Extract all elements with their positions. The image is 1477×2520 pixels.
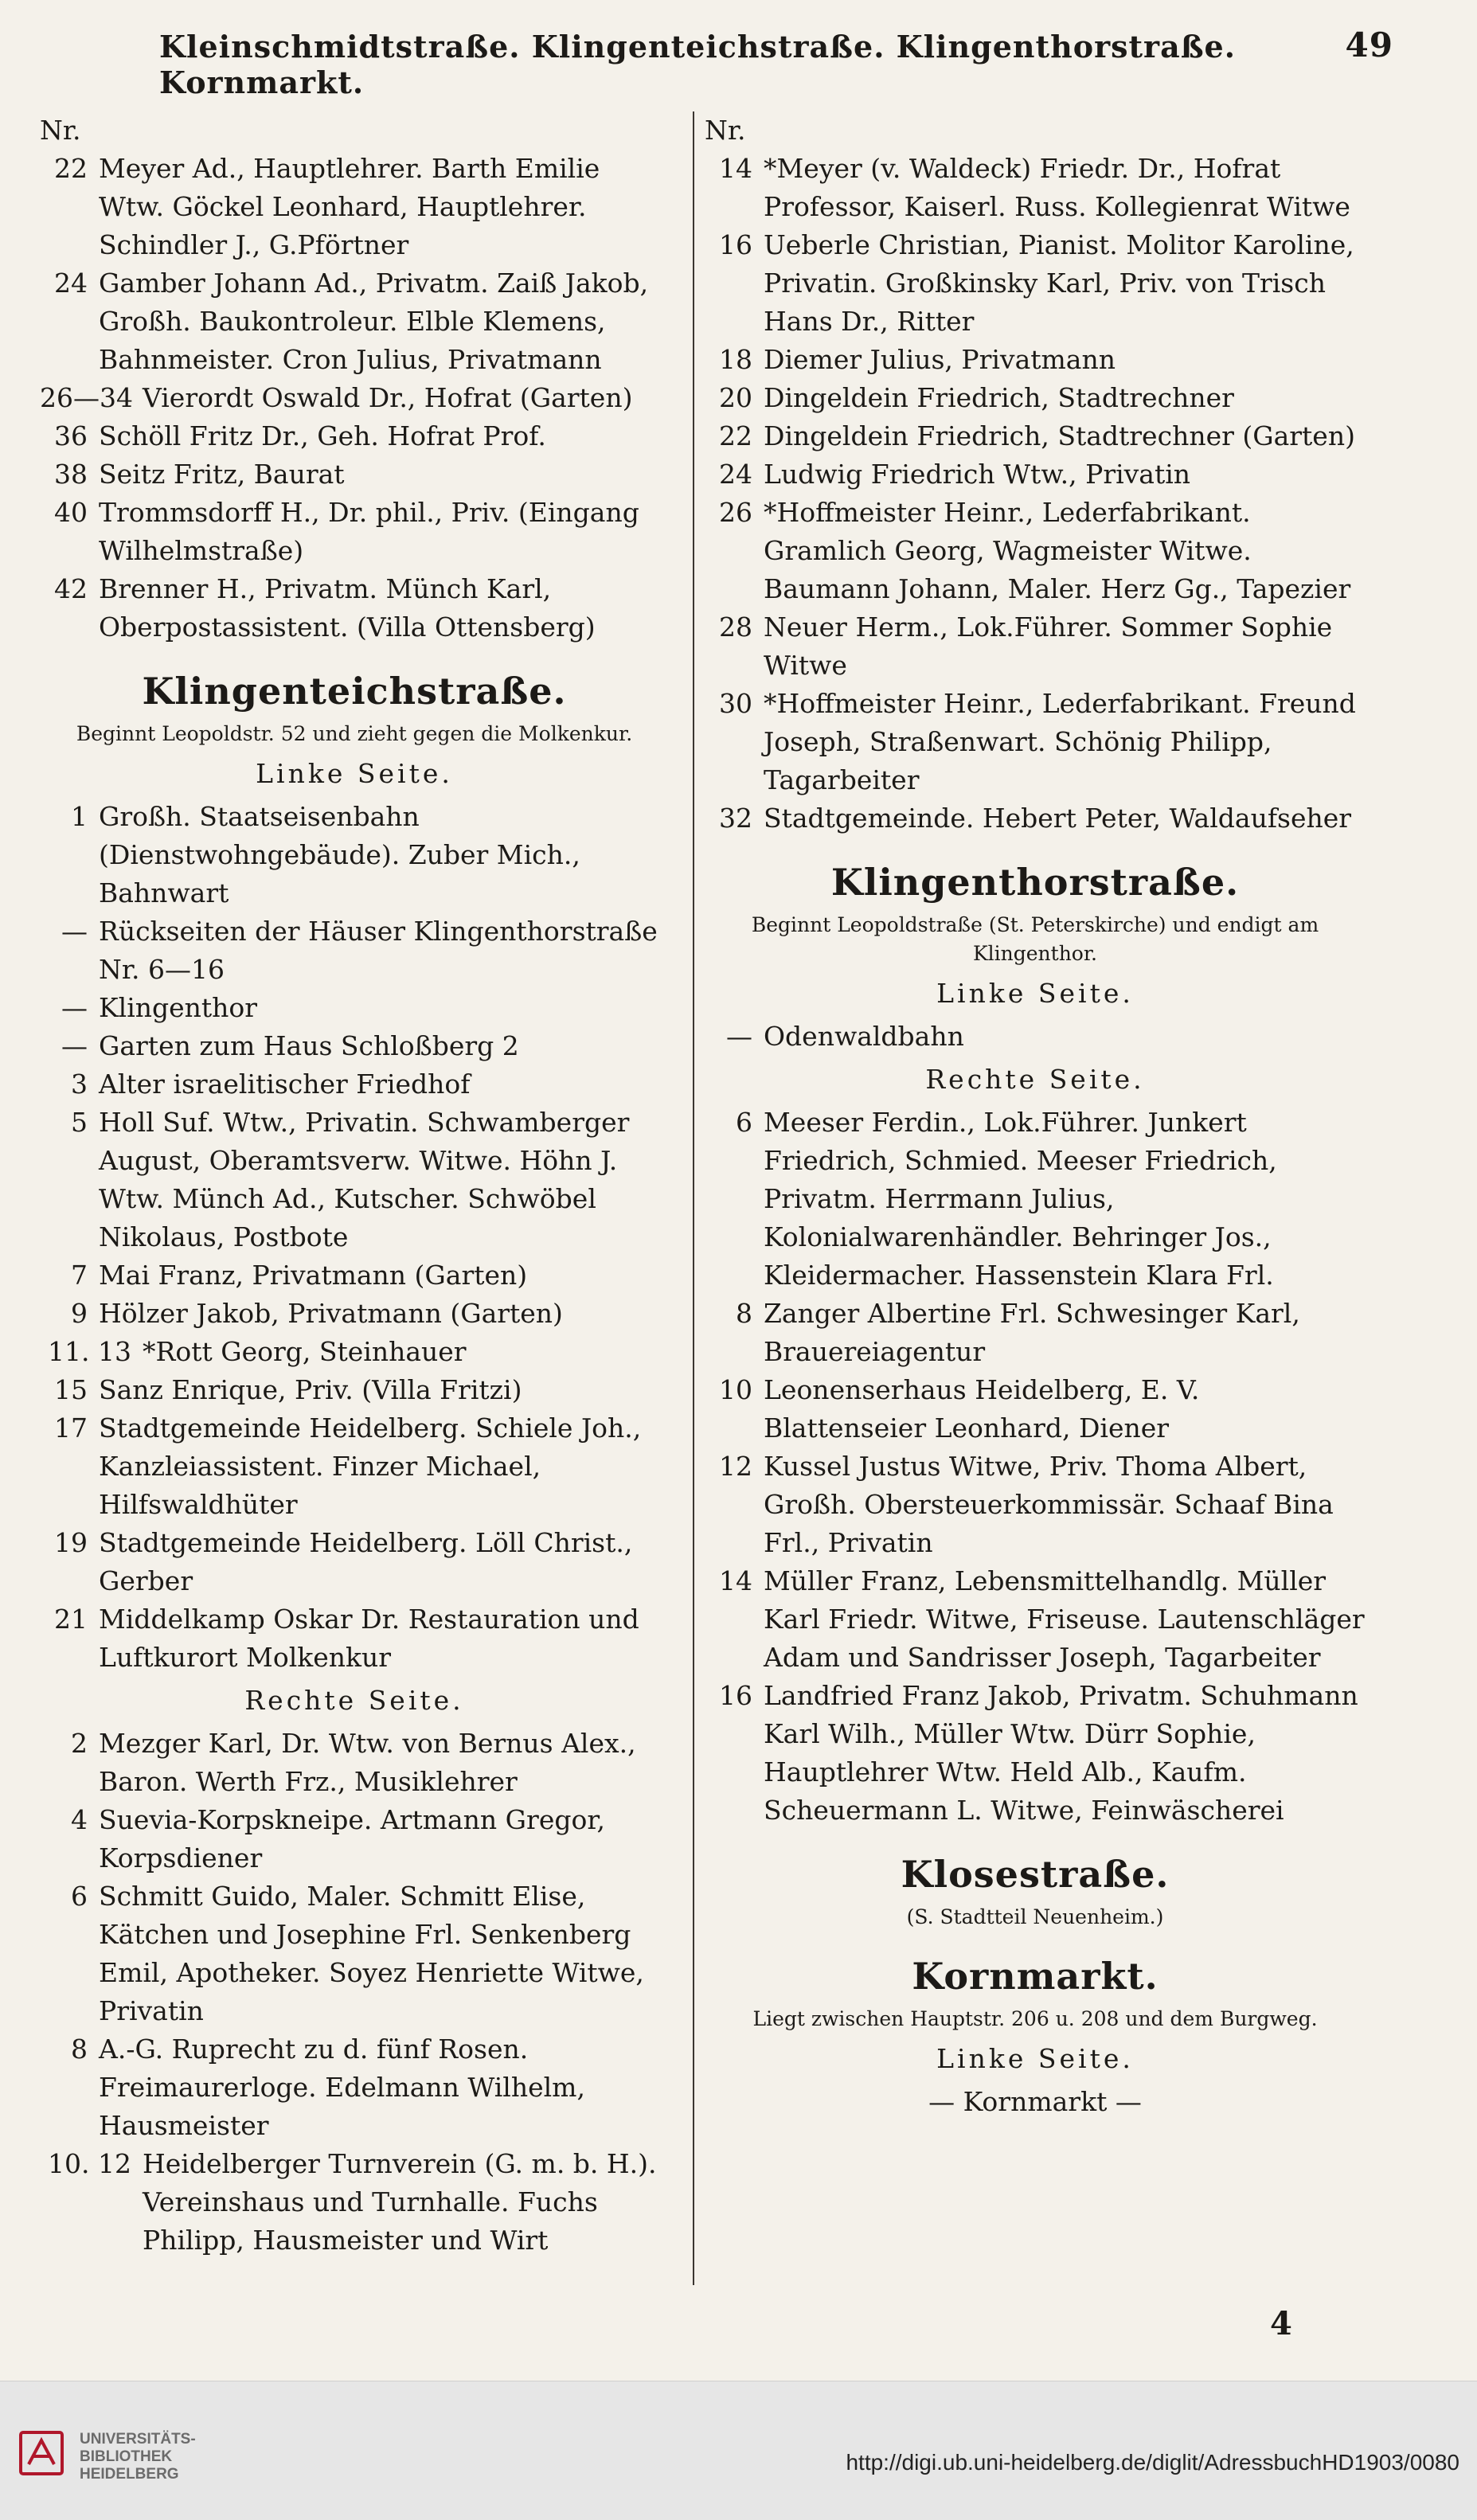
resident-text: Dingeldein Friedrich, Stadtrechner (Garten) xyxy=(764,420,1355,451)
list-item xyxy=(40,379,669,417)
resident-text: Alter israelitischer Friedhof xyxy=(99,1069,471,1100)
klingenthor-right-entries xyxy=(705,1104,1366,1830)
list-item xyxy=(40,2145,669,2260)
house-number: 10. 12 xyxy=(48,2148,131,2179)
list-item xyxy=(40,1371,669,1409)
list-item xyxy=(705,1295,1366,1371)
house-number: 24 xyxy=(54,268,88,299)
house-number: 6 xyxy=(736,1107,752,1138)
resident-text: Middelkamp Oskar Dr. Restauration und Luftkurort Molkenkur xyxy=(99,1604,639,1673)
street-title-klingenthor: Klingenthorstraße. xyxy=(830,861,1240,904)
list-item xyxy=(40,1295,669,1333)
house-number: 16 xyxy=(719,1680,752,1711)
house-number: 28 xyxy=(719,611,752,643)
list-item xyxy=(705,150,1366,226)
house-number: 40 xyxy=(54,497,88,528)
list-item xyxy=(40,494,669,570)
street-note-kornmarkt: Liegt zwischen Hauptstr. 206 u. 208 und dem Burgweg. xyxy=(752,2007,1318,2030)
list-item xyxy=(705,1562,1366,1677)
list-item xyxy=(705,1018,1366,1056)
resident-text: Landfried Franz Jakob, Privatm. Schuhmann Karl Wilh., Müller Wtw. Dürr Sophie, Hauptlehrer Wtw. Held Alb., Kaufm. Scheuermann L. Witwe, Feinwäscherei xyxy=(764,1680,1358,1826)
house-number: 5 xyxy=(71,1107,88,1138)
house-number: 11. 13 xyxy=(48,1336,131,1367)
list-item xyxy=(705,417,1366,455)
house-number: — xyxy=(726,1021,752,1052)
library-name-line: BIBLIOTHEK xyxy=(80,2448,173,2465)
resident-text: Garten zum Haus Schloßberg 2 xyxy=(99,1030,519,1061)
signature-mark: 4 xyxy=(1270,2305,1292,2342)
house-number: — xyxy=(61,992,88,1023)
list-item xyxy=(40,2030,669,2145)
street-note-klingenteich: Beginnt Leopoldstr. 52 und zieht gegen die Molkenkur. xyxy=(76,722,633,745)
house-number: 10 xyxy=(719,1374,752,1405)
list-item xyxy=(705,455,1366,494)
side-heading-left: Linke Seite. xyxy=(936,978,1134,1009)
resident-text: Stadtgemeinde Heidelberg. Schiele Joh., Kanzleiassistent. Finzer Michael, Hilfswaldhüter xyxy=(99,1412,642,1520)
resident-text: A.-G. Ruprecht zu d. fünf Rosen. Freimaurerloge. Edelmann Wilhelm, Hausmeister xyxy=(99,2034,585,2141)
list-item xyxy=(705,685,1366,799)
resident-text: Zanger Albertine Frl. Schwesinger Karl, Brauereiagentur xyxy=(764,1298,1300,1367)
list-item xyxy=(705,226,1366,341)
street-note-klingenthor: Beginnt Leopoldstraße (St. Peterskirche) und endigt am Klingenthor. xyxy=(751,913,1319,965)
house-number: 16 xyxy=(719,229,752,260)
resident-text: Dingeldein Friedrich, Stadtrechner xyxy=(764,382,1234,413)
house-number: 15 xyxy=(54,1374,88,1405)
house-number: 32 xyxy=(719,803,752,834)
house-number: 9 xyxy=(71,1298,88,1329)
column-divider xyxy=(693,111,694,2285)
list-item xyxy=(40,264,669,379)
list-item xyxy=(40,1256,669,1295)
list-item xyxy=(40,1600,669,1677)
house-number: 38 xyxy=(54,459,88,490)
list-item xyxy=(705,799,1366,838)
house-number: 8 xyxy=(71,2034,88,2065)
resident-text: Schmitt Guido, Maler. Schmitt Elise, Kätchen und Josephine Frl. Senkenberg Emil, Apotheker. Soyez Henriette Witwe, Privatin xyxy=(99,1881,644,2026)
resident-text: Leonenserhaus Heidelberg, E. V. Blattenseier Leonhard, Diener xyxy=(764,1374,1200,1444)
street-title-kornmarkt: Kornmarkt. xyxy=(912,1955,1159,1998)
house-number: 30 xyxy=(719,688,752,719)
house-number: 22 xyxy=(719,420,752,451)
page-number: 49 xyxy=(1345,25,1393,64)
side-heading-left: Linke Seite. xyxy=(256,758,453,789)
house-number: 2 xyxy=(71,1728,88,1759)
library-logo-icon xyxy=(18,2429,65,2477)
street-note-klose: (S. Stadtteil Neuenheim.) xyxy=(906,1905,1164,1928)
house-number: 21 xyxy=(54,1604,88,1635)
resident-text: Brenner H., Privatm. Münch Karl, Oberpostassistent. (Villa Ottensberg) xyxy=(99,573,596,643)
list-item xyxy=(40,1409,669,1524)
list-item xyxy=(40,912,669,989)
resident-text: Seitz Fritz, Baurat xyxy=(99,459,345,490)
klingenteich-left-entries xyxy=(40,798,669,1677)
resident-text: Rückseiten der Häuser Klingenthorstraße Nr. 6—16 xyxy=(99,916,658,985)
list-item xyxy=(40,798,669,912)
resident-text: Diemer Julius, Privatmann xyxy=(764,344,1116,375)
house-number: 20 xyxy=(719,382,752,413)
kleinschmidt-entries xyxy=(40,150,669,647)
resident-text: Mezger Karl, Dr. Wtw. von Bernus Alex., Baron. Werth Frz., Musiklehrer xyxy=(99,1728,636,1797)
list-item xyxy=(40,1877,669,2030)
resident-text: Meeser Ferdin., Lok.Führer. Junkert Friedrich, Schmied. Meeser Friedrich, Privatm. Herrmann Julius, Kolonialwarenhändler. Behringer Jos., Kleidermacher. Hassenstein Klara Frl. xyxy=(764,1107,1277,1291)
resident-text: Schöll Fritz Dr., Geh. Hofrat Prof. xyxy=(99,420,546,451)
resident-text: *Hoffmeister Heinr., Lederfabrikant. Gramlich Georg, Wagmeister Witwe. Baumann Johann, Maler. Herz Gg., Tapezier xyxy=(764,497,1351,604)
resident-text: Holl Suf. Wtw., Privatin. Schwamberger August, Oberamtsverw. Witwe. Höhn J. Wtw. Münch Ad., Kutscher. Schwöbel Nikolaus, Postbote xyxy=(99,1107,630,1252)
street-title-klingenteich: Klingenteichstraße. xyxy=(142,670,567,713)
resident-text: Trommsdorff H., Dr. phil., Priv. (Eingang Wilhelmstraße) xyxy=(99,497,639,566)
list-item xyxy=(705,494,1366,608)
house-number: 22 xyxy=(54,153,88,184)
resident-text: Stadtgemeinde. Hebert Peter, Waldaufseher xyxy=(764,803,1352,834)
library-name-line: UNIVERSITÄTS- xyxy=(80,2431,196,2448)
side-heading-right: Rechte Seite. xyxy=(925,1064,1145,1095)
resident-text: Stadtgemeinde Heidelberg. Löll Christ., Gerber xyxy=(99,1527,633,1596)
resident-text: Ludwig Friedrich Wtw., Privatin xyxy=(764,459,1191,490)
library-name-line: HEIDELBERG xyxy=(80,2466,179,2483)
house-number: 18 xyxy=(719,344,752,375)
list-item xyxy=(40,570,669,647)
resident-text: Müller Franz, Lebensmittelhandlg. Müller Karl Friedr. Witwe, Friseuse. Lautenschläger Adam und Sandrisser Joseph, Tagarbeiter xyxy=(764,1565,1365,1673)
house-number: 17 xyxy=(54,1412,88,1444)
nr-label: Nr. xyxy=(705,115,746,146)
list-item xyxy=(705,341,1366,379)
list-item xyxy=(705,608,1366,685)
side-heading-left: Linke Seite. xyxy=(936,2043,1134,2074)
house-number: 19 xyxy=(54,1527,88,1558)
list-item xyxy=(40,1801,669,1877)
resident-text: *Hoffmeister Heinr., Lederfabrikant. Freund Joseph, Straßenwart. Schönig Philipp, Tagarbeiter xyxy=(764,688,1356,795)
list-item xyxy=(705,1104,1366,1295)
house-number: 26 xyxy=(719,497,752,528)
list-item xyxy=(40,989,669,1027)
resident-text: Ueberle Christian, Pianist. Molitor Karoline, Privatin. Großkinsky Karl, Priv. von Trisch Hans Dr., Ritter xyxy=(764,229,1354,337)
list-item xyxy=(705,379,1366,417)
list-item xyxy=(40,455,669,494)
resident-text: Heidelberger Turnverein (G. m. b. H.). Vereinshaus und Turnhalle. Fuchs Philipp, Hausmeister und Wirt xyxy=(143,2148,657,2256)
list-item xyxy=(40,1065,669,1104)
house-number: 24 xyxy=(719,459,752,490)
list-item xyxy=(40,1725,669,1801)
page-header xyxy=(64,18,1393,100)
resident-text: Kussel Justus Witwe, Priv. Thoma Albert, Großh. Obersteuerkommissär. Schaaf Bina Frl., Privatin xyxy=(764,1451,1334,1558)
house-number: 3 xyxy=(71,1069,88,1100)
resident-text: Hölzer Jakob, Privatmann (Garten) xyxy=(99,1298,563,1329)
resident-text: Suevia-Korpskneipe. Artmann Gregor, Korpsdiener xyxy=(99,1804,605,1873)
klingenteich-continued-entries xyxy=(705,150,1366,838)
house-number: 26—34 xyxy=(40,382,133,413)
resident-text: Sanz Enrique, Priv. (Villa Fritzi) xyxy=(99,1374,522,1405)
resident-text: Großh. Staatseisenbahn (Dienstwohngebäude). Zuber Mich., Bahnwart xyxy=(99,801,580,908)
street-title-klose: Klosestraße. xyxy=(901,1853,1170,1896)
list-item xyxy=(40,1104,669,1256)
house-number: 42 xyxy=(54,573,88,604)
house-number: 7 xyxy=(71,1260,88,1291)
resident-text: Mai Franz, Privatmann (Garten) xyxy=(99,1260,528,1291)
list-item xyxy=(40,150,669,264)
house-number: — xyxy=(61,916,88,947)
digitization-footer xyxy=(0,2381,1477,2520)
source-url-link[interactable]: http://digi.ub.uni-heidelberg.de/diglit/AdressbuchHD1903/0080 xyxy=(846,2450,1459,2475)
resident-text: Meyer Ad., Hauptlehrer. Barth Emilie Wtw. Göckel Leonhard, Hauptlehrer. Schindler J., G.Pförtner xyxy=(99,153,600,260)
list-item xyxy=(705,1448,1366,1562)
house-number: — xyxy=(61,1030,88,1061)
resident-text: *Rott Georg, Steinhauer xyxy=(143,1336,467,1367)
list-item xyxy=(40,1333,669,1371)
list-item xyxy=(40,1524,669,1600)
house-number: 4 xyxy=(71,1804,88,1835)
house-number: 14 xyxy=(719,153,752,184)
list-item xyxy=(705,1677,1366,1830)
resident-text: Odenwaldbahn xyxy=(764,1021,964,1052)
resident-text: Neuer Herm., Lok.Führer. Sommer Sophie Witwe xyxy=(764,611,1333,681)
kornmarkt-line: — Kornmarkt — xyxy=(928,2086,1142,2117)
list-item xyxy=(705,1371,1366,1448)
house-number: 1 xyxy=(71,801,88,832)
house-number: 12 xyxy=(719,1451,752,1482)
resident-text: Gamber Johann Ad., Privatm. Zaiß Jakob, Großh. Baukontroleur. Elble Klemens, Bahnmeister. Cron Julius, Privatmann xyxy=(99,268,649,375)
resident-text: Vierordt Oswald Dr., Hofrat (Garten) xyxy=(143,382,633,413)
klingenteich-right-entries xyxy=(40,1725,669,2260)
house-number: 6 xyxy=(71,1881,88,1912)
house-number: 14 xyxy=(719,1565,752,1596)
resident-text: Klingenthor xyxy=(99,992,258,1023)
header-title: Kleinschmidtstraße. Klingenteichstraße. Klingenthorstraße. Kornmarkt. xyxy=(159,29,1236,100)
house-number: 36 xyxy=(54,420,88,451)
house-number: 8 xyxy=(736,1298,752,1329)
resident-text: *Meyer (v. Waldeck) Friedr. Dr., Hofrat Professor, Kaiserl. Russ. Kollegienrat Witwe xyxy=(764,153,1350,222)
library-name xyxy=(80,2431,196,2483)
nr-label: Nr. xyxy=(40,115,81,146)
side-heading-right: Rechte Seite. xyxy=(244,1685,464,1716)
left-column xyxy=(40,111,669,2260)
list-item xyxy=(40,1027,669,1065)
list-item xyxy=(40,417,669,455)
right-column xyxy=(705,111,1366,2121)
